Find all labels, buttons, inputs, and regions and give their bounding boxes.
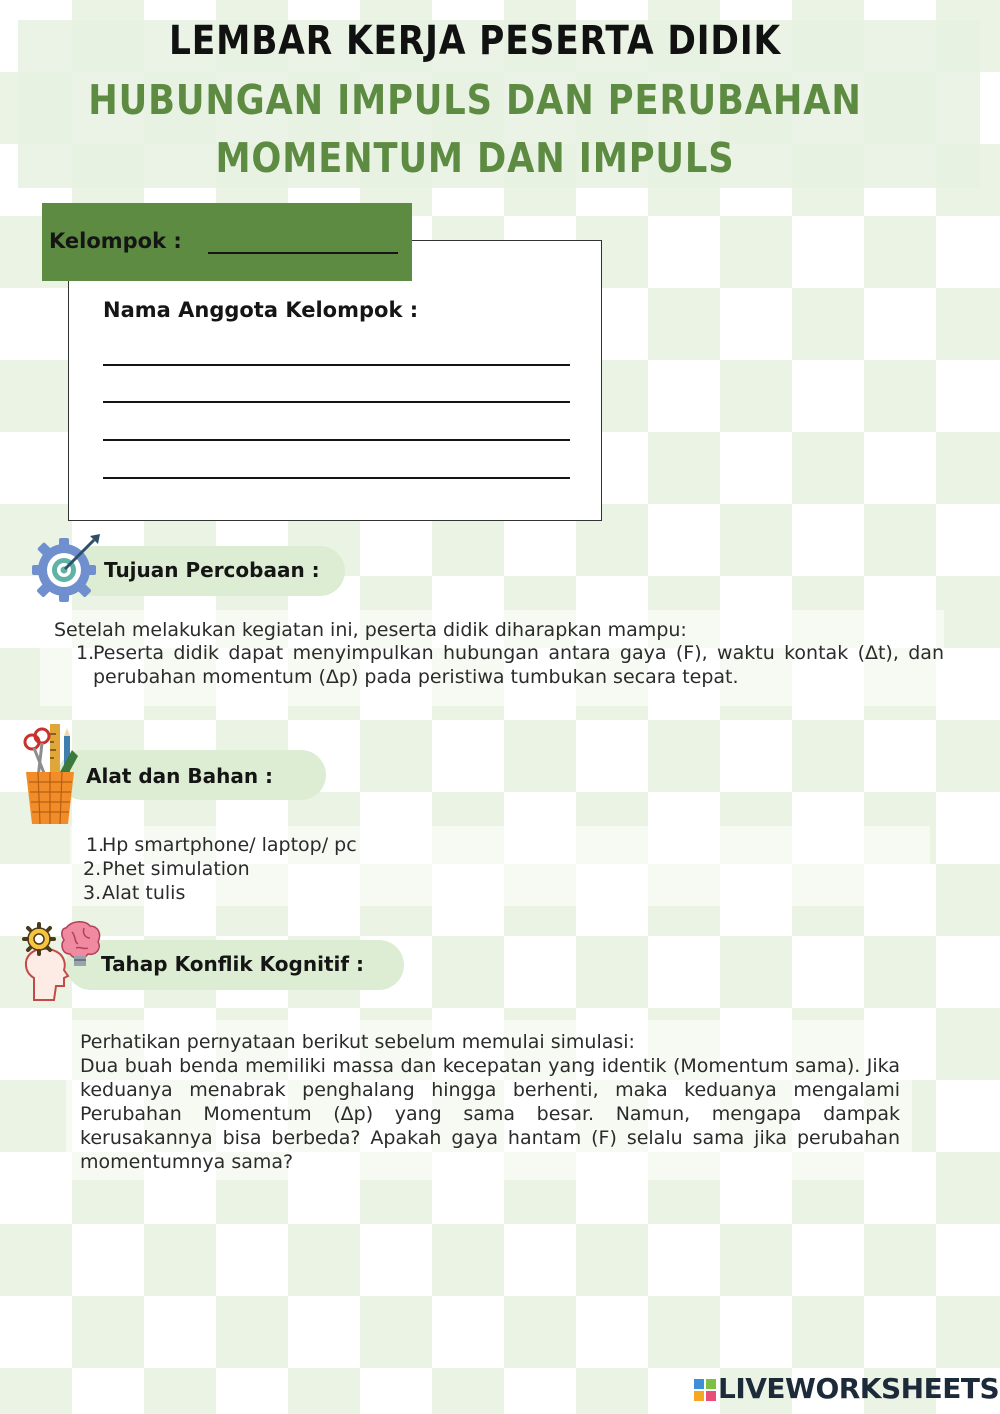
kelompok-label: Kelompok :: [49, 229, 182, 253]
alat-item-3: Alat tulis: [102, 882, 186, 904]
tujuan-item-number: 1.: [76, 642, 95, 664]
head-brain-gear-icon: [20, 920, 104, 1002]
alat-heading: Alat dan Bahan :: [86, 764, 274, 788]
alat-item-2: Phet simulation: [102, 858, 250, 880]
alat-item-number-3: 3.: [83, 882, 102, 904]
tujuan-intro: Setelah melakukan kegiatan ini, peserta didik diharapkan mampu:: [54, 619, 687, 641]
member-input-line-2[interactable]: [103, 401, 570, 403]
kelompok-input-line[interactable]: [208, 252, 398, 254]
member-input-line-1[interactable]: [103, 364, 570, 366]
tujuan-heading: Tujuan Percobaan :: [104, 558, 320, 582]
anggota-label: Nama Anggota Kelompok :: [103, 298, 419, 322]
konflik-intro: Perhatikan pernyataan berikut sebelum memulai simulasi:: [80, 1031, 635, 1053]
target-gear-icon: [30, 532, 102, 604]
worksheet-title: LEMBAR KERJA PESERTA DIDIK: [168, 18, 782, 64]
alat-item-number-2: 2.: [83, 858, 102, 880]
tujuan-item-text: Peserta didik dapat menyimpulkan hubungan antara gaya (F), waktu kontak (Δt), dan perubahan momentum (Δp) pada peristiwa tumbukan secara tepat.: [93, 642, 944, 688]
alat-item-number-1: 1.: [86, 834, 105, 856]
topic-title-line-2: MOMENTUM DAN IMPULS: [215, 134, 735, 182]
member-input-line-4[interactable]: [103, 477, 570, 479]
topic-title-line-1: HUBUNGAN IMPULS DAN PERUBAHAN: [88, 76, 862, 124]
liveworksheets-logo[interactable]: [694, 1372, 999, 1405]
pencil-cup-icon: [20, 720, 80, 828]
member-input-line-3[interactable]: [103, 439, 570, 441]
liveworksheets-wordmark: LIVEWORKSHEETS: [718, 1372, 1000, 1405]
konflik-paragraph: Dua buah benda memiliki massa dan kecepatan yang identik (Momentum sama). Jika keduanya menabrak penghalang hingga berhenti, maka keduanya mengalami Perubahan Momentum (Δp) yang sama besar. Namun, mengapa dampak kerusakannya bisa berbeda? Apakah gaya hantam (F) selalu sama jika perubahan momentumnya sama?: [80, 1055, 900, 1173]
alat-item-1: Hp smartphone/ laptop/ pc: [102, 834, 357, 856]
konflik-heading: Tahap Konflik Kognitif :: [101, 952, 365, 976]
liveworksheets-badge-icon: [694, 1379, 716, 1401]
